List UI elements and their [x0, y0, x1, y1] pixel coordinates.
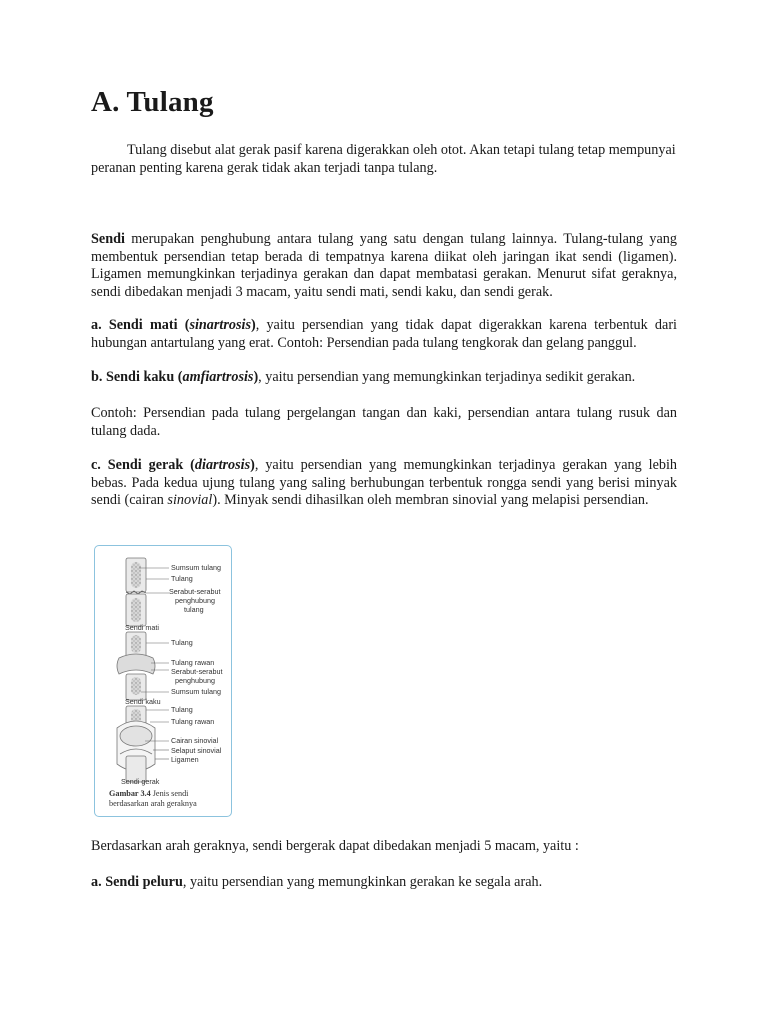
marrow-upper-2 — [131, 635, 141, 653]
label-tulang-rawan-1: Tulang rawan — [171, 658, 215, 667]
sendi-peluru-paragraph — [91, 874, 677, 892]
label-sumsum-tulang-2: Sumsum tulang — [171, 687, 221, 696]
sendi-term: Sendi — [91, 231, 125, 247]
caption-number: Gambar 3.4 — [109, 789, 151, 798]
sendi-kaku-text: , yaitu persendian yang memungkinkan terjadinya sedikit gerakan. — [258, 369, 636, 385]
label-ligamen: Ligamen — [171, 755, 199, 764]
sendi-gerak-latin: diartrosis — [194, 457, 251, 473]
sendi-gerak-term — [91, 457, 255, 473]
bone-head — [120, 726, 152, 746]
label-sendi-mati: Sendi mati — [125, 623, 159, 632]
sendi-mati-term — [91, 317, 256, 333]
sendi-mati-latin: sinartrosis — [189, 317, 251, 333]
sendi-kaku-suffix: ) — [253, 369, 259, 385]
label-serabut-1c: tulang — [184, 605, 204, 614]
section-title: A. Tulang — [91, 86, 214, 118]
sendi-peluru-term: a. Sendi peluru — [91, 874, 183, 890]
sendi-gerak-prefix: c. Sendi gerak ( — [91, 457, 195, 473]
label-tulang-rawan-2: Tulang rawan — [171, 717, 215, 726]
sendi-gerak-text-a: , yaitu persendian yang memungkinkan terjadinya gerakan yang lebih bebas. Pada kedua ujung tulang yang saling berhubungan terbentuk rongga sendi yang berisi minyak sendi (cairan — [91, 457, 677, 509]
sendi-kaku-paragraph — [91, 369, 677, 387]
sendi-text: merupakan penghubung antara tulang yang satu dengan tulang lainnya. Tulang-tulang yang membentuk persendian tetap berada di tempatnya karena diikat oleh jaringan ikat sendi (ligamen). Ligamen memungkinkan terjadinya gerakan dan dapat membatasi gerakan. Menurut sifat geraknya, sendi dibedakan menjadi 3 macam, yaitu sendi mati, sendi kaku, dan sendi gerak. — [91, 231, 677, 300]
label-sendi-gerak: Sendi gerak — [121, 777, 160, 786]
label-sendi-kaku: Sendi kaku — [125, 697, 161, 706]
sendi-kaku-prefix: b. Sendi kaku ( — [91, 369, 183, 385]
sendi-peluru-text: , yaitu persendian yang memungkinkan gerakan ke segala arah. — [182, 874, 543, 890]
marrow-lower-1 — [131, 598, 141, 622]
label-tulang-3: Tulang — [171, 705, 193, 714]
label-serabut-1a: Serabut-serabut — [169, 587, 221, 596]
sendi-gerak-paragraph — [91, 457, 677, 510]
figure-caption — [109, 789, 227, 809]
sendi-mati-paragraph — [91, 317, 677, 352]
marrow-upper-1 — [131, 562, 141, 588]
sendi-gerak-text-b: ). Minyak sendi dihasilkan oleh membran sinovial yang melapisi persendian. — [212, 492, 649, 509]
sendi-kaku-term — [91, 369, 258, 385]
sendi-mati-text: , yaitu persendian yang tidak dapat digerakkan karena terbentuk dari hubungan antartulang yang erat. Contoh: Persendian pada tulang tengkorak dan gelang panggul. — [91, 317, 677, 351]
sendi-gerak-suffix: ) — [250, 457, 255, 473]
marrow-lower-2 — [131, 677, 141, 695]
label-tulang-2: Tulang — [171, 638, 193, 647]
label-sumsum-tulang-1: Sumsum tulang — [171, 563, 221, 572]
contoh-kaku-paragraph: Contoh: Persendian pada tulang pergelangan tangan dan kaki, persendian antara tulang rusuk dan tulang dada. — [91, 405, 677, 439]
label-cairan-sinovial: Cairan sinovial — [171, 736, 219, 745]
sinovial-term: sinovial — [167, 492, 213, 509]
sendi-mati-prefix: a. Sendi mati ( — [91, 317, 190, 333]
cartilage-disc — [117, 654, 155, 674]
label-tulang-1: Tulang — [171, 574, 193, 583]
sendi-mati-suffix: ) — [250, 317, 256, 333]
sendi-paragraph — [91, 231, 677, 301]
label-selaput-sinovial: Selaput sinovial — [171, 746, 222, 755]
label-serabut-2a: Serabut-serabut — [171, 667, 223, 676]
joint-types-figure — [94, 545, 232, 817]
sendi-kaku-latin: amfiartrosis — [182, 369, 254, 385]
label-serabut-2b: penghubung — [175, 676, 215, 685]
berdasarkan-paragraph: Berdasarkan arah geraknya, sendi bergerak dapat dibedakan menjadi 5 macam, yaitu : — [91, 838, 579, 854]
intro-paragraph: Tulang disebut alat gerak pasif karena digerakkan oleh otot. Akan tetapi tulang tetap mempunyai peranan penting karena gerak tidak akan terjadi tanpa tulang. — [91, 142, 676, 176]
caption-text: Jenis sendi berdasarkan arah geraknya — [109, 789, 197, 808]
label-serabut-1b: penghubung — [175, 596, 215, 605]
